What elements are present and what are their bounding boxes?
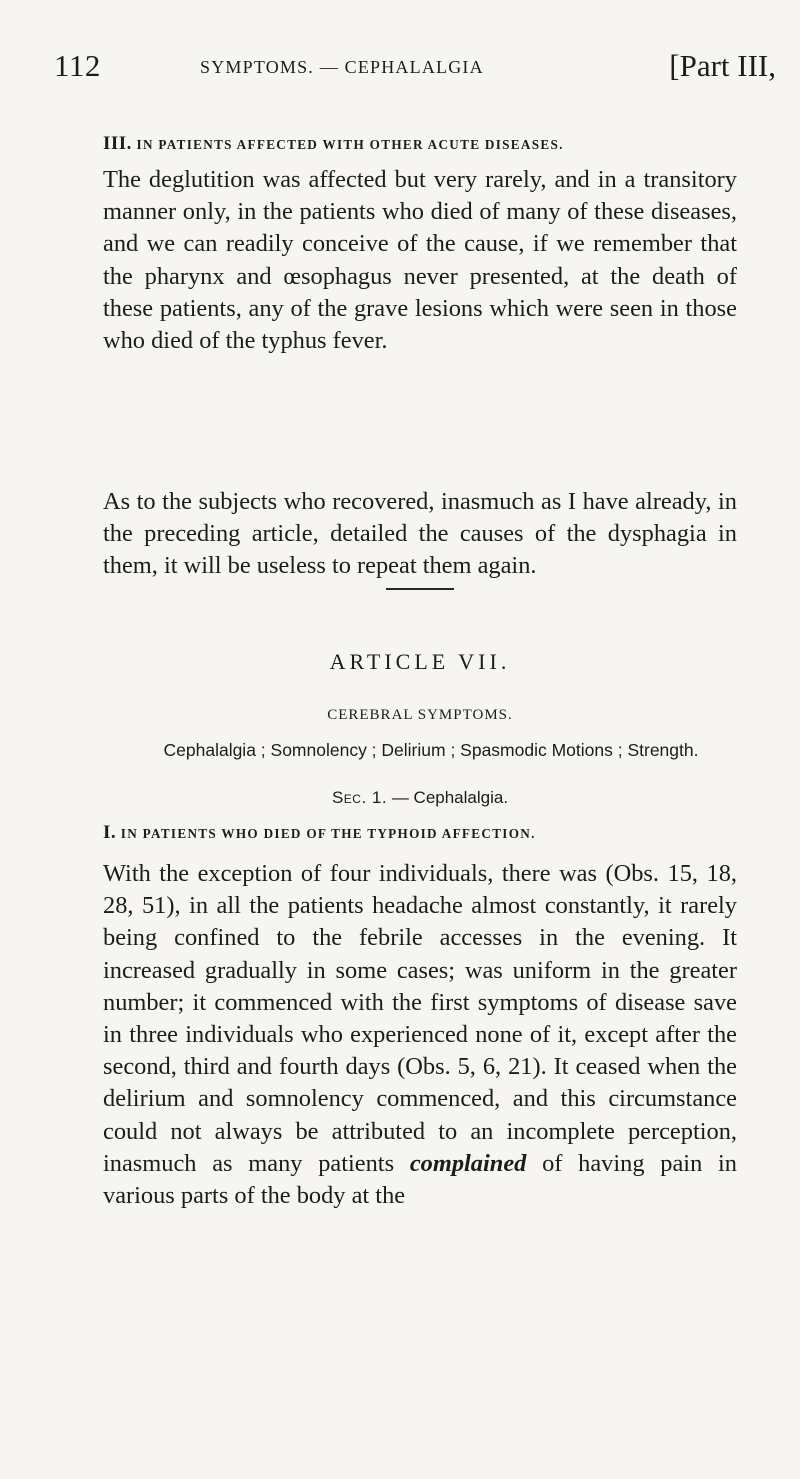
running-head-title: SYMPTOMS. — CEPHALALGIA [200, 57, 484, 77]
section-divider [386, 588, 454, 590]
emphasized-word: complained [409, 1149, 527, 1177]
section-label: Sec. 1. [331, 788, 388, 807]
section-heading-text: IN PATIENTS AFFECTED WITH OTHER ACUTE DISEASES. [136, 137, 564, 152]
paragraph-deglutition: The deglutition was affected but very rarely, and in a transitory manner only, in the patients who died of many of these diseases, and we can readily conceive of the cause, if we remember that the pharynx and œsophagus never presented, at the death of these patients, any of the grave lesions which were seen in those who died of the typhus fever. [103, 166, 737, 355]
section-title: — Cephalalgia. [391, 788, 509, 807]
section-heading-text: IN PATIENTS WHO DIED OF THE TYPHOID AFFECTION. [120, 826, 536, 841]
running-head [54, 48, 776, 98]
paragraph-recovered: As to the subjects who recovered, inasmuch as I have already, in the preceding article, detailed the causes of the dysphagia in them, it will be useless to repeat them again. [103, 488, 737, 580]
section-numeral: III. [103, 133, 132, 154]
running-head-part: [Part III, [669, 48, 776, 83]
paragraph-text: With the exception of four individuals, there was (Obs. 15, 18, 28, 51), in all the patients headache almost constantly, it rarely being confined to the febrile accesses in the evening. It increased gradually in some cases; was uniform in the greater number; it commenced with the first symptoms of disease save in three individuals who experienced none of it, except after the second, third and fourth days (Obs. 5, 6, 21). It ceased when the delirium and somnolency commenced, and this circumstance could not always be attributed to an incomplete perception, inasmuch as many patients [103, 860, 737, 1177]
article-subtitle: CEREBRAL SYMPTOMS. [327, 707, 513, 723]
section-heading-one [103, 822, 536, 844]
page-number: 112 [54, 48, 101, 83]
section-numeral: I. [103, 822, 117, 843]
section-line [0, 788, 800, 808]
paragraph-headache [103, 858, 737, 1212]
paragraph-text-end: of having pain in various parts of the body at the [103, 1149, 737, 1210]
article-topics: Cephalalgia ; Somnolency ; Delirium ; Spasmodic Motions ; Strength. [163, 740, 699, 760]
article-title: ARTICLE VII. [329, 649, 511, 674]
section-heading-three [103, 133, 564, 155]
